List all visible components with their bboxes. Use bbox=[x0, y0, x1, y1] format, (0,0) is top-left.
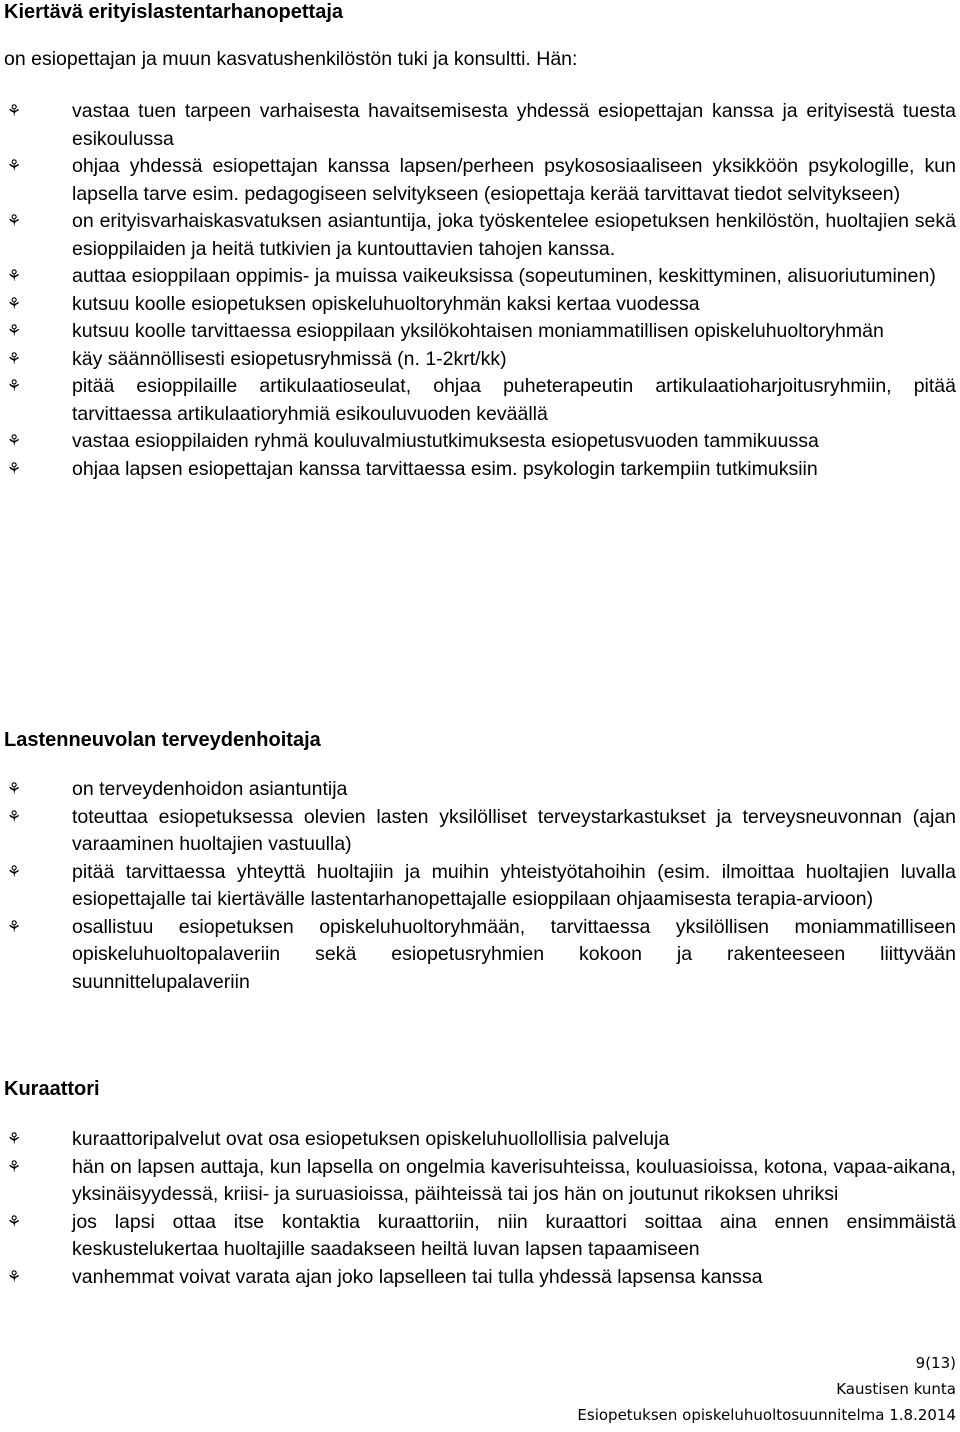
bullet-icon: ⚘ bbox=[6, 918, 22, 936]
list-item bbox=[4, 98, 956, 153]
section-intro: on esiopettajan ja muun kasvatushenkilöstön tuki ja konsultti. Hän: bbox=[4, 48, 578, 70]
list-item bbox=[4, 373, 956, 428]
bullet-icon: ⚘ bbox=[6, 378, 22, 395]
duty-list-terveydenhoitaja bbox=[4, 776, 956, 996]
list-item bbox=[4, 1126, 956, 1154]
bullet-icon: ⚘ bbox=[6, 1158, 22, 1176]
section-heading-terveydenhoitaja: Lastenneuvolan terveydenhoitaja bbox=[4, 729, 321, 751]
list-item-text: vastaa esioppilaiden ryhmä kouluvalmiustutkimuksesta esiopetusvuoden tammikuussa bbox=[72, 430, 819, 452]
list-item-text: toteuttaa esiopetuksessa olevien lasten yksilölliset terveystarkastukset ja terveysneuvonnan (ajan varaaminen huoltajien vastuulla) bbox=[72, 805, 956, 855]
bullet-icon: ⚘ bbox=[6, 350, 22, 368]
list-item bbox=[4, 208, 956, 263]
list-item bbox=[4, 1264, 956, 1292]
list-item-text: hän on lapsen auttaja, kun lapsella on ongelmia kaverisuhteissa, kouluasioissa, kotona, vapaa-aikana, yksinäisyydessä, kriisi- ja suruasioissa, päihteissä tai jos hän on joutunut rikoksen uhriksi bbox=[72, 1155, 956, 1205]
section-heading-kuraattori: Kuraattori bbox=[4, 1078, 100, 1100]
list-item bbox=[4, 914, 956, 997]
list-item-text: vanhemmat voivat varata ajan joko lapselleen tai tulla yhdessä lapsensa kanssa bbox=[72, 1265, 763, 1288]
list-item bbox=[4, 153, 956, 208]
duty-list-kuraattori bbox=[4, 1126, 956, 1291]
list-item-text: on terveydenhoidon asiantuntija bbox=[72, 778, 348, 800]
section-heading-erityislastentarhanopettaja: Kiertävä erityislastentarhanopettaja bbox=[4, 1, 344, 23]
bullet-icon: ⚘ bbox=[6, 808, 22, 826]
list-item-text: on erityisvarhaiskasvatuksen asiantuntija, joka työskentelee esiopetuksen henkilöstön, huoltajien sekä esioppilaiden ja heitä tutkivien ja kuntouttavien tahojen kanssa. bbox=[72, 210, 956, 260]
document-title: Esiopetuksen opiskeluhuoltosuunnitelma 1.8.2014 bbox=[577, 1406, 956, 1424]
bullet-icon: ⚘ bbox=[6, 295, 22, 313]
list-item bbox=[4, 318, 956, 346]
list-item bbox=[4, 291, 956, 319]
bullet-icon: ⚘ bbox=[6, 460, 22, 478]
list-item-text: pitää esioppilaille artikulaatioseulat, ohjaa puheterapeutin artikulaatioharjoitusryhmiin, pitää tarvittaessa artikulaatioryhmiä esikouluvuoden keväällä bbox=[72, 375, 956, 425]
bullet-icon: ⚘ bbox=[6, 323, 22, 340]
bullet-icon: ⚘ bbox=[6, 1268, 22, 1286]
list-item-text: ohjaa yhdessä esiopettajan kanssa lapsen/perheen psykososiaaliseen yksikköön psykologille, kun lapsella tarve esim. pedagogiseen selvitykseen (esiopettaja kerää tarvittavat tiedot selvitykseen) bbox=[72, 155, 956, 205]
list-item-text: vastaa tuen tarpeen varhaisesta havaitsemisesta yhdessä esiopettajan kanssa ja erityisestä tuesta esikoulussa bbox=[72, 100, 956, 150]
duty-list-erityislastentarhanopettaja bbox=[4, 98, 956, 483]
list-item bbox=[4, 428, 956, 456]
list-item bbox=[4, 859, 956, 914]
list-item bbox=[4, 456, 956, 484]
bullet-icon: ⚘ bbox=[6, 103, 22, 120]
list-item-text: käy säännöllisesti esiopetusryhmissä (n. 1-2krt/kk) bbox=[72, 347, 507, 370]
list-item-text: pitää tarvittaessa yhteyttä huoltajiin ja muihin yhteistyötahoihin (esim. ilmoittaa huoltajien luvalla esiopettajalle tai kiertävälle lastentarhanopettajalle esioppilaan ohjaamisesta terapia-arvioon) bbox=[72, 860, 956, 910]
list-item-text: osallistuu esiopetuksen opiskeluhuoltoryhmään, tarvittaessa yksilöllisen moniammatilliseen opiskeluhuoltopalaveriin sekä esiopetusryhmien kokoon ja rakenteeseen liittyvään suunnittelupalaveriin bbox=[72, 915, 956, 993]
list-item-text: kuraattoripalvelut ovat osa esiopetuksen opiskeluhuollollisia palveluja bbox=[72, 1128, 670, 1150]
bullet-icon: ⚘ bbox=[6, 158, 22, 175]
list-item bbox=[4, 804, 956, 859]
bullet-icon: ⚘ bbox=[6, 433, 22, 450]
bullet-icon: ⚘ bbox=[6, 268, 22, 285]
bullet-icon: ⚘ bbox=[6, 863, 22, 881]
page-footer bbox=[577, 1350, 956, 1428]
list-item bbox=[4, 1209, 956, 1264]
bullet-icon: ⚘ bbox=[6, 781, 22, 798]
list-item bbox=[4, 346, 956, 374]
bullet-icon: ⚘ bbox=[6, 1131, 22, 1148]
list-item bbox=[4, 263, 956, 291]
list-item-text: kutsuu koolle esiopetuksen opiskeluhuoltoryhmän kaksi kertaa vuodessa bbox=[72, 292, 700, 315]
organization-name: Kaustisen kunta bbox=[836, 1380, 956, 1398]
list-item bbox=[4, 1154, 956, 1209]
list-item-text: ohjaa lapsen esiopettajan kanssa tarvittaessa esim. psykologin tarkempiin tutkimuksiin bbox=[72, 457, 818, 480]
list-item-text: kutsuu koolle tarvittaessa esioppilaan yksilökohtaisen moniammatillisen opiskeluhuoltoryhmän bbox=[72, 320, 884, 342]
list-item-text: jos lapsi ottaa itse kontaktia kuraattoriin, niin kuraattori soittaa aina ennen ensimmäistä keskustelukertaa huoltajille saadakseen heiltä luvan lapsen tapaamiseen bbox=[72, 1210, 956, 1260]
bullet-icon: ⚘ bbox=[6, 213, 22, 230]
page-number: 9(13) bbox=[915, 1354, 956, 1372]
bullet-icon: ⚘ bbox=[6, 1213, 22, 1231]
list-item-text: auttaa esioppilaan oppimis- ja muissa vaikeuksissa (sopeutuminen, keskittyminen, alisuoriutuminen) bbox=[72, 265, 936, 287]
list-item bbox=[4, 776, 956, 804]
